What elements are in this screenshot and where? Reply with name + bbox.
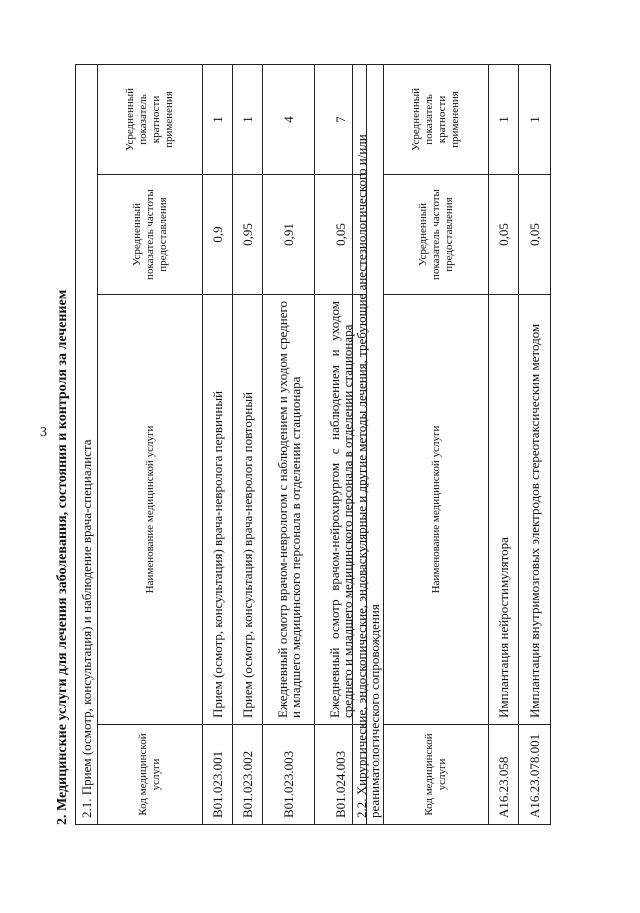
cell-code: A16.23.078.001 xyxy=(519,725,551,825)
table-caption: 2.2. Хирургические, эндоскопические, эндоваскулярные и другие методы лечения, требующие анестезиологического и/или реаниматологического сопровождения xyxy=(353,64,384,824)
cell-name: Ежедневный осмотр врачом-нейрохирургом с наблюдением и уходом среднего и младшего медицинского персонала в отделении стационара xyxy=(315,295,367,725)
table-services-consultations xyxy=(75,64,367,825)
table-row xyxy=(519,64,551,824)
page-number: 3 xyxy=(40,425,47,440)
cell-code: B01.023.003 xyxy=(263,725,315,825)
header-multiplicity: Усредненный показатель кратности применения xyxy=(98,64,203,174)
header-name: Наименование медицинской услуги xyxy=(384,295,489,725)
table-services-surgical xyxy=(352,64,551,825)
cell-name: Прием (осмотр, консультация) врача-невролога повторный xyxy=(233,295,263,725)
cell-multiplicity: 1 xyxy=(233,64,263,174)
cell-multiplicity: 1 xyxy=(489,64,519,174)
header-code: Код медицинской услуги xyxy=(384,725,489,825)
cell-multiplicity: 1 xyxy=(203,64,233,174)
cell-frequency: 0,05 xyxy=(315,175,367,295)
header-frequency: Усредненный показатель частоты предоставления xyxy=(384,175,489,295)
cell-name: Имплантация внутримозговых электродов стереотаксическим методом xyxy=(519,295,551,725)
header-frequency: Усредненный показатель частоты предоставления xyxy=(98,175,203,295)
cell-frequency: 0,05 xyxy=(489,175,519,295)
cell-code: B01.023.002 xyxy=(233,725,263,825)
cell-frequency: 0,91 xyxy=(263,175,315,295)
table-row xyxy=(203,64,233,824)
section-title: 2. Медицинские услуги для лечения заболевания, состояния и контроля за лечением xyxy=(55,289,70,825)
cell-name: Имплантация нейростимулятора xyxy=(489,295,519,725)
cell-multiplicity: 4 xyxy=(263,64,315,174)
table-caption: 2.1. Прием (осмотр, консультация) и наблюдение врача-специалиста xyxy=(76,64,98,824)
cell-name: Ежедневный осмотр врачом-неврологом с наблюдением и уходом среднего и младшего медицинского персонала в отделении стационара xyxy=(263,295,315,725)
table-row xyxy=(233,64,263,824)
cell-code: B01.024.003 xyxy=(315,725,367,825)
table-row xyxy=(263,64,315,824)
cell-code: A16.23.058 xyxy=(489,725,519,825)
cell-frequency: 0,95 xyxy=(233,175,263,295)
header-name: Наименование медицинской услуги xyxy=(98,295,203,725)
cell-code: B01.023.001 xyxy=(203,725,233,825)
header-multiplicity: Усредненный показатель кратности применения xyxy=(384,64,489,174)
cell-frequency: 0,05 xyxy=(519,175,551,295)
cell-name: Прием (осмотр, консультация) врача-невролога первичный xyxy=(203,295,233,725)
cell-frequency: 0,9 xyxy=(203,175,233,295)
cell-multiplicity: 7 xyxy=(315,64,367,174)
table-row xyxy=(489,64,519,824)
header-code: Код медицинской услуги xyxy=(98,725,203,825)
cell-multiplicity: 1 xyxy=(519,64,551,174)
